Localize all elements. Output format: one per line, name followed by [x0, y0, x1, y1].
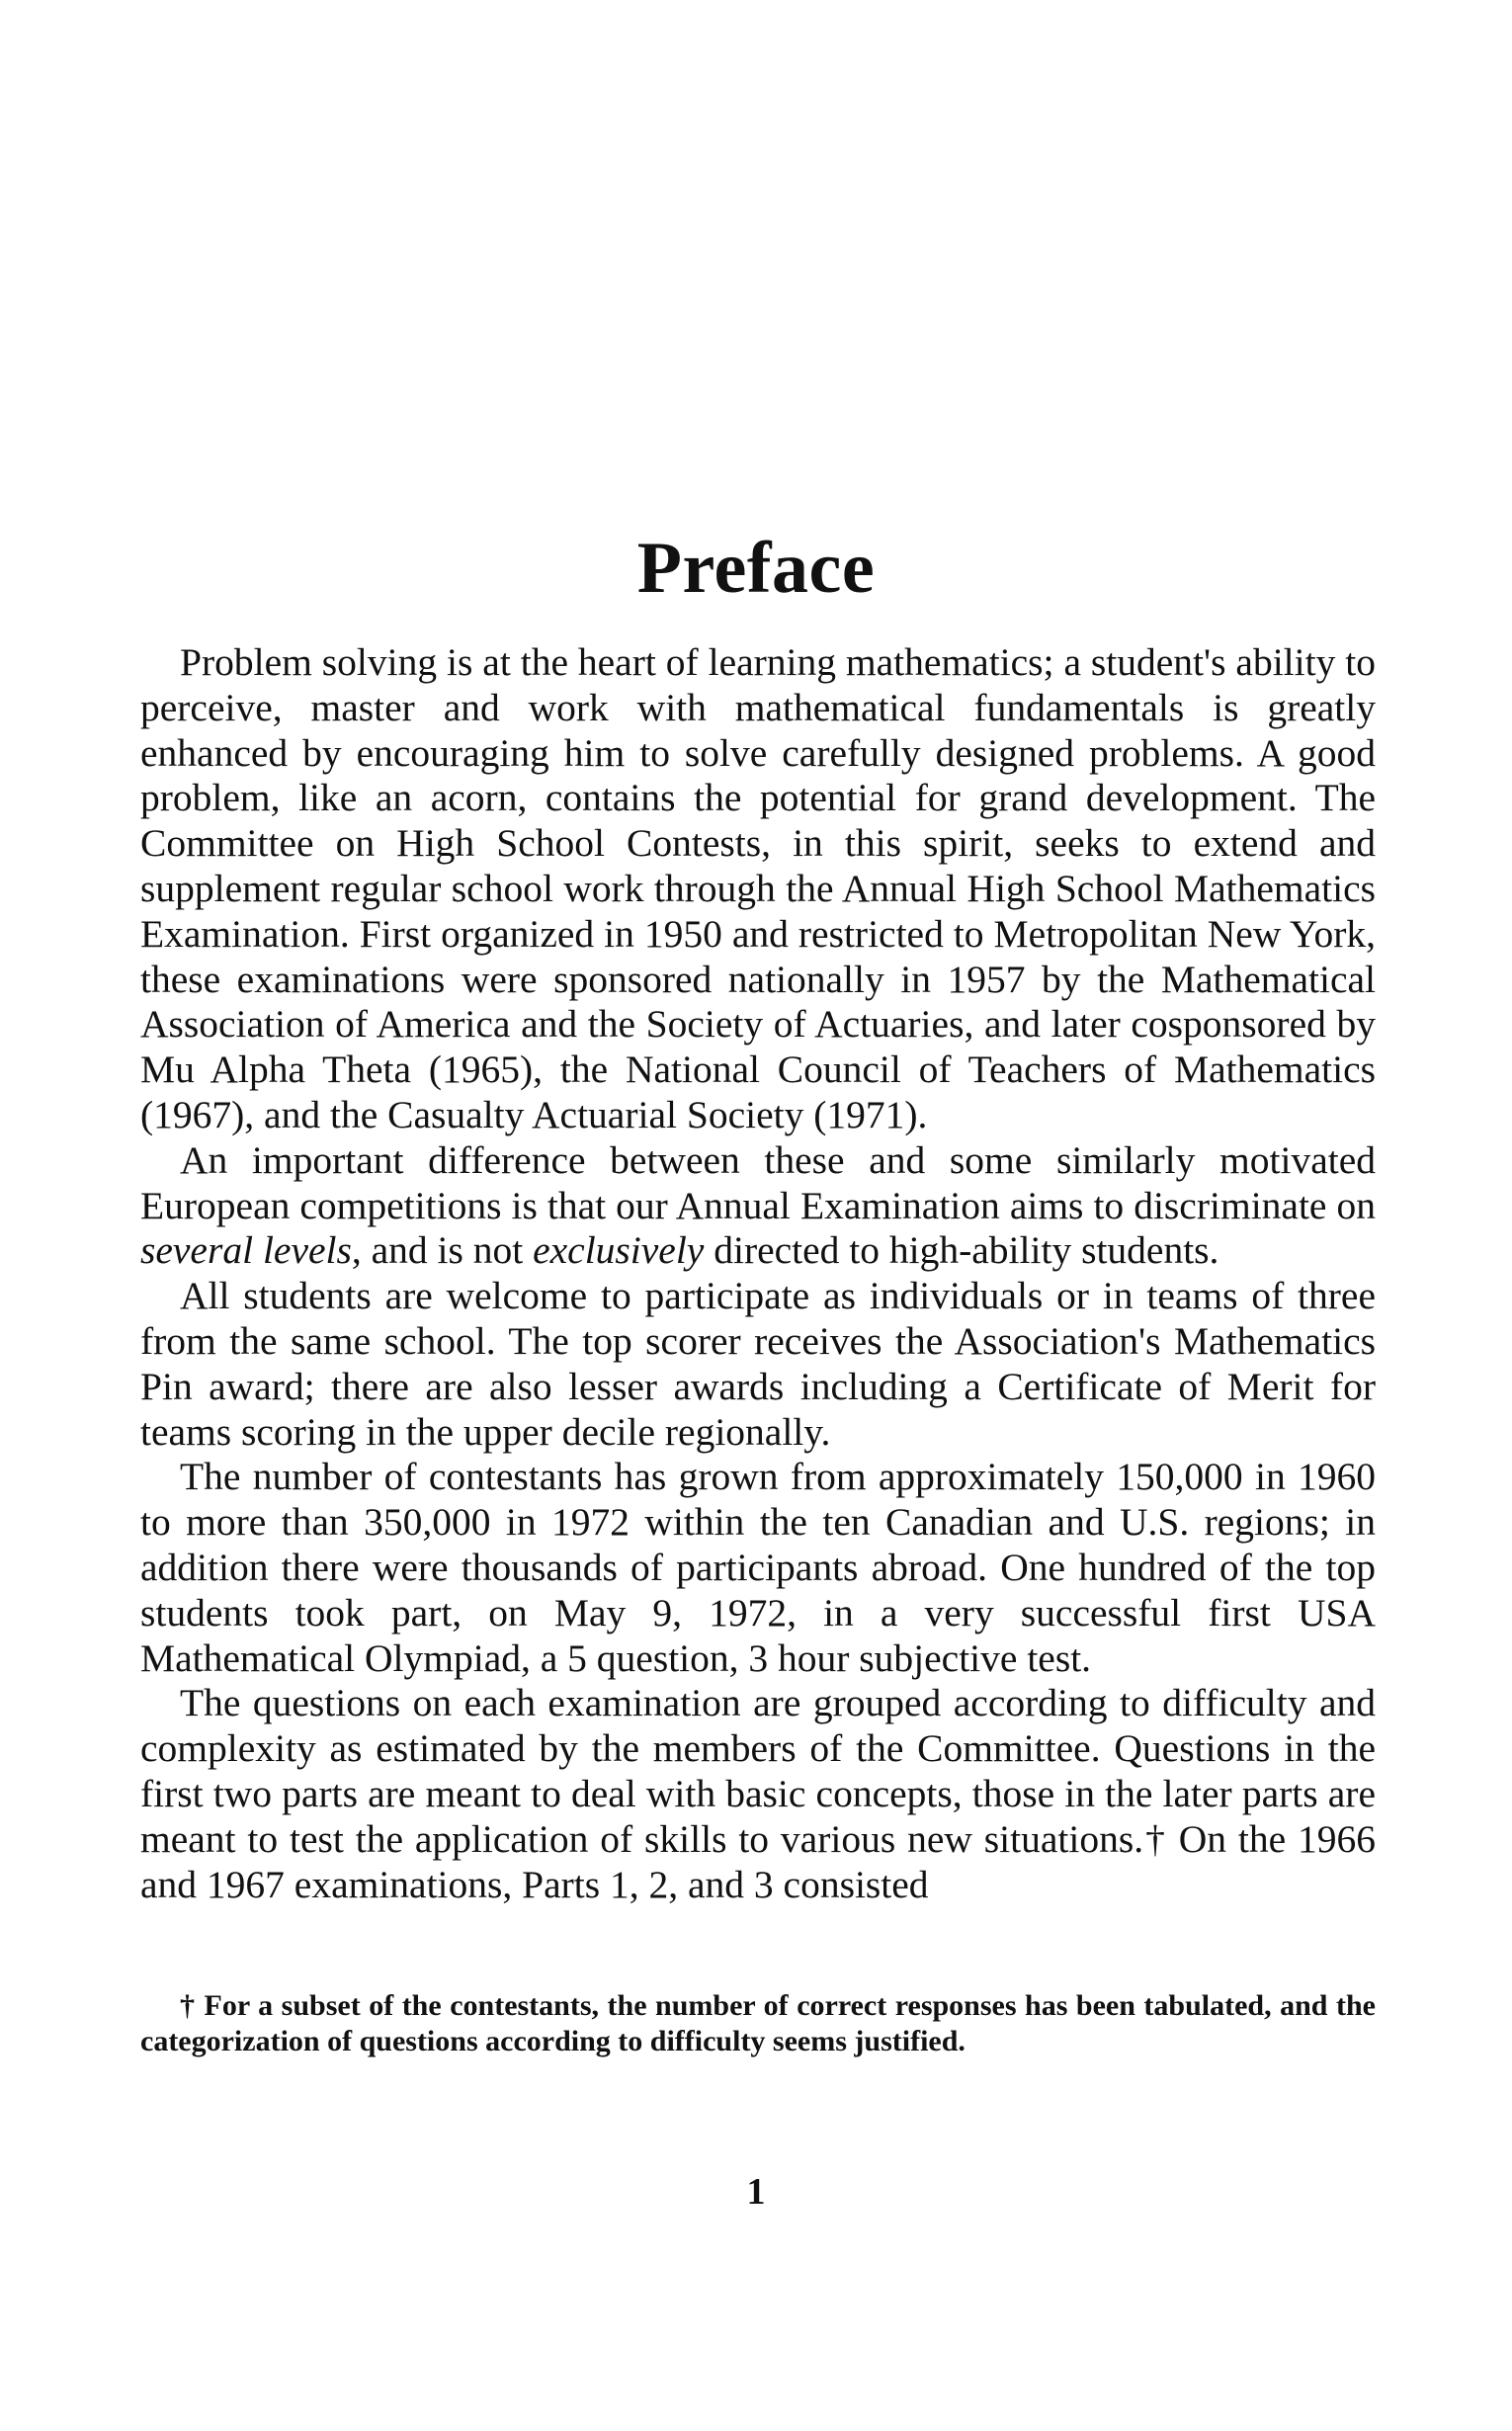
- paragraph-5: The questions on each examination are grouped according to difficulty and complexity as estimated by the members of the Committee. Questions in the first two parts are meant to deal with basic concepts, those in the later parts are meant to test the application of skills to various new situations.† On the 1966 and 1967 examinations, Parts 1, 2, and 3 consisted: [140, 1681, 1376, 1906]
- paragraph-4: The number of contestants has grown from approximately 150,000 in 1960 to more than 350,000 in 1972 within the ten Canadian and U.S. regions; in addition there were thousands of participants abroad. One hundred of the top students took part, on May 9, 1972, in a very successful first USA Mathematical Olympiad, a 5 question, 3 hour subjective test.: [140, 1455, 1376, 1680]
- paragraph-2-text-a: An important difference between these and some similarly motivated European competitions is that our Annual Examination aims to discriminate on: [140, 1137, 1376, 1227]
- preface-body: [140, 640, 1376, 1907]
- emphasis-exclusively: exclusively: [533, 1228, 705, 1273]
- paragraph-2-text-c: directed to high-ability students.: [704, 1228, 1219, 1273]
- paragraph-3: All students are welcome to participate as individuals or in teams of three from the same school. The top scorer receives the Association's Mathematics Pin award; there are also lesser awards including a Certificate of Merit for teams scoring in the upper decile regionally.: [140, 1274, 1376, 1454]
- page-title: Preface: [636, 527, 876, 609]
- emphasis-several-levels: several levels: [140, 1228, 352, 1273]
- paragraph-2-text-b: , and is not: [351, 1228, 534, 1273]
- paragraph-2: [140, 1138, 1376, 1274]
- footnote-text: † For a subset of the contestants, the number of correct responses has been tabulated, and the categorization of questions according to difficulty seems justified.: [140, 1989, 1376, 2057]
- paragraph-1: Problem solving is at the heart of learning mathematics; a student's ability to perceive, master and work with mathematical fundamentals is greatly enhanced by encouraging him to solve carefully designed problems. A good problem, like an acorn, contains the potential for grand development. The Committee on High School Contests, in this spirit, seeks to extend and supplement regular school work through the Annual High School Mathematics Examination. First organized in 1950 and restricted to Metropolitan New York, these examinations were sponsored nationally in 1957 by the Mathematical Association of America and the Society of Actuaries, and later cosponsored by Mu Alpha Theta (1965), the National Council of Teachers of Mathematics (1967), and the Casualty Actuarial Society (1971).: [140, 640, 1376, 1136]
- page-number: 1: [746, 2171, 766, 2213]
- footnote: [140, 1988, 1376, 2059]
